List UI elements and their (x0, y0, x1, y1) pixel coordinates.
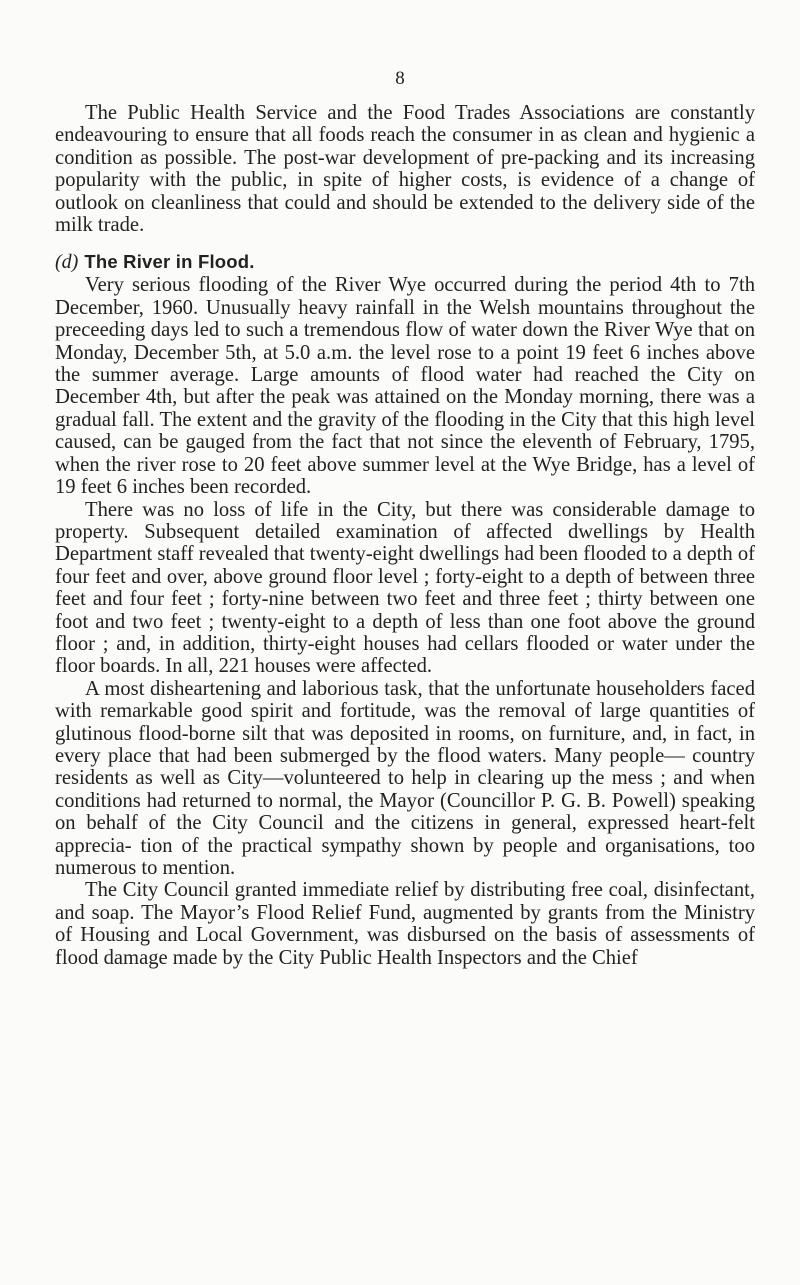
flood-paragraph-1: Very serious flooding of the River Wye occurred during the period 4th to 7th December, 1960. Unusually heavy rainfall in the Welsh mountains throughout the preceeding days led to such a tremendous flow of water down the River Wye that on Monday, December 5th, at 5.0 a.m. the level rose to a point 19 feet 6 inches above the summer average. Large amounts of flood water had reached the City on December 4th, but after the peak was attained on the Monday morning, there was a gradual fall. The extent and the gravity of the flooding in the City that this high level caused, can be gauged from the fact that not since the eleventh of February, 1795, when the river rose to 20 feet above summer level at the Wye Bridge, has a level of 19 feet 6 inches been recorded. (55, 274, 755, 499)
flood-paragraph-4: The City Council granted immediate relief by distributing free coal, disinfectant, and soap. The Mayor’s Flood Relief Fund, augmented by grants from the Ministry of Housing and Local Government, was disbursed on the basis of assessments of flood damage made by the City Public Health Inspectors and the Chief (55, 879, 755, 969)
section-letter: (d) (55, 251, 79, 274)
flood-paragraph-3: A most disheartening and laborious task, that the unfortunate householders faced with remarkable good spirit and fortitude, was the removal of large quantities of glutinous flood-borne silt that was deposited in rooms, on furniture, and, in fact, in every place that had been submerged by the flood waters. Many people— country residents as well as City—volunteered to help in clearing up the mess ; and when conditions had returned to normal, the Mayor (Councillor P. G. B. Powell) speaking on behalf of the City Council and the citizens in general, expressed heart-felt apprecia- tion of the practical sympathy shown by people and organisations, too numerous to mention. (55, 677, 755, 879)
page-number: 8 (395, 68, 405, 89)
body-text (55, 102, 755, 969)
section-title: The River in Flood. (84, 251, 255, 273)
section-heading (55, 250, 755, 274)
intro-paragraph: The Public Health Service and the Food Trades Associations are constantly endeavouring to ensure that all foods reach the consumer in as clean and hygienic a condition as possible. The post-war development of pre-packing and its increasing popularity with the public, in spite of higher costs, is evidence of a change of outlook on cleanliness that could and should be extended to the delivery side of the milk trade. (55, 102, 755, 237)
flood-paragraph-2: There was no loss of life in the City, but there was considerable damage to property. Subsequent detailed examination of affected dwellings by Health Department staff revealed that twenty-eight dwellings had been flooded to a depth of four feet and over, above ground floor level ; forty-eight to a depth of between three feet and four feet ; forty-nine between two feet and three feet ; thirty between one foot and two feet ; twenty-eight to a depth of less than one foot above the ground floor ; and, in addition, thirty-eight houses had cellars flooded or water under the floor boards. In all, 221 houses were affected. (55, 498, 755, 678)
